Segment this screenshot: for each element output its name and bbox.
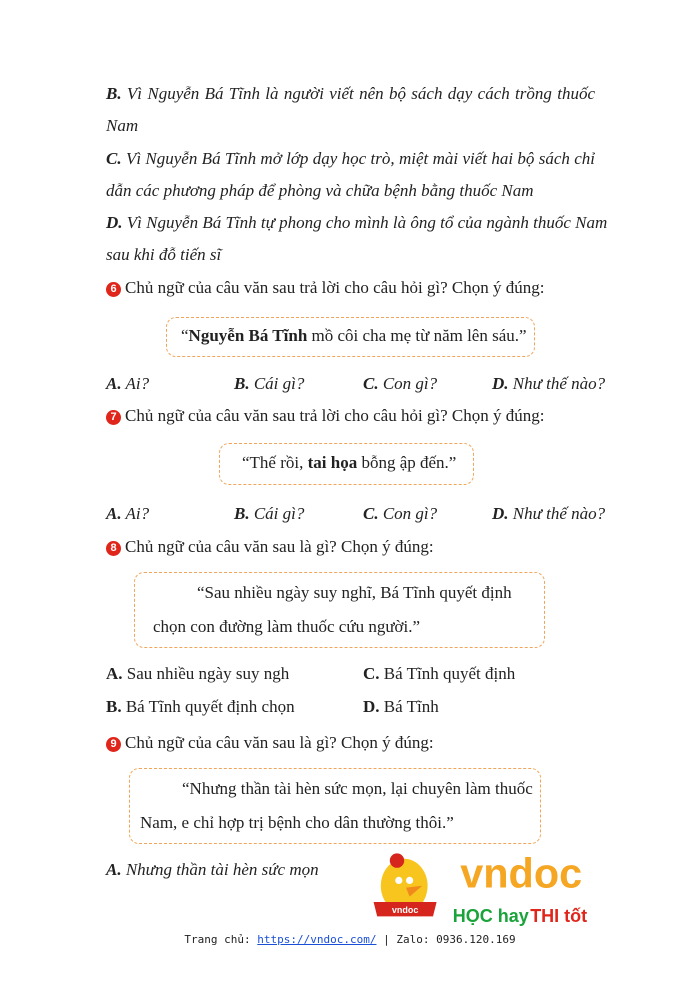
vndoc-watermark xyxy=(370,848,604,929)
svg-text:vndoc: vndoc xyxy=(391,904,419,915)
quote-text: bỗng ập đến.” xyxy=(357,453,457,472)
quote-text: mồ côi cha mẹ từ năm lên sáu.” xyxy=(307,326,527,345)
option-label: C. xyxy=(363,664,380,683)
option-text: Bá Tĩnh xyxy=(383,697,439,716)
option-text: Như thế nào? xyxy=(512,374,606,393)
number-badge: 7 xyxy=(106,410,121,425)
q9-quote-box xyxy=(129,768,541,844)
number-badge: 9 xyxy=(106,737,121,752)
q6-option-b[interactable] xyxy=(234,374,304,394)
q7-option-c[interactable] xyxy=(363,504,437,524)
q5-option-c xyxy=(106,149,595,169)
question-text: Chủ ngữ của câu văn sau trả lời cho câu hỏi gì? Chọn ý đúng: xyxy=(125,406,545,425)
q8-option-c[interactable] xyxy=(363,664,515,684)
q9-quote-line2: Nam, e chỉ hợp trị bệnh cho dân thường thôi.” xyxy=(140,813,454,832)
option-text: Bá Tĩnh quyết định chọn xyxy=(125,697,295,716)
quote-mark: “ xyxy=(181,326,189,345)
q6-option-c[interactable] xyxy=(363,374,437,394)
q5-option-d xyxy=(106,213,608,233)
number-badge: 6 xyxy=(106,282,121,297)
option-label: D. xyxy=(492,374,509,393)
option-text: Sau nhiều ngày suy ngh xyxy=(126,664,290,683)
option-label: C. xyxy=(363,374,379,393)
q7-question xyxy=(106,406,545,426)
q8-option-d[interactable] xyxy=(363,697,439,717)
quote-subject: tai họa xyxy=(307,453,358,472)
q7-option-a[interactable] xyxy=(106,504,149,524)
vndoc-logo-icon xyxy=(370,848,604,929)
option-text: Nhưng thần tài hèn sức mọn xyxy=(125,860,319,879)
option-label: D. xyxy=(363,697,380,716)
quote-text: “Thế rồi, xyxy=(242,453,308,472)
option-text: Cái gì? xyxy=(253,374,305,393)
option-label: A. xyxy=(106,374,122,393)
option-text: Vì Nguyễn Bá Tĩnh tự phong cho mình là ông tổ của ngành thuốc Nam xyxy=(126,213,608,232)
q5-option-b-cont: Nam xyxy=(106,116,139,135)
q8-quote-box xyxy=(134,572,545,648)
option-text: Bá Tĩnh quyết định xyxy=(383,664,516,683)
q9-quote-line1: “Nhưng thần tài hèn sức mọn, lại chuyên làm thuốc xyxy=(182,779,533,798)
question-text: Chủ ngữ của câu văn sau là gì? Chọn ý đúng: xyxy=(125,733,434,752)
svg-text:HỌC hay: HỌC hay xyxy=(452,905,529,926)
q9-question xyxy=(106,733,434,753)
q6-quote-box xyxy=(166,317,535,357)
q7-option-b[interactable] xyxy=(234,504,304,524)
option-text: Con gì? xyxy=(382,504,438,523)
q6-option-a[interactable] xyxy=(106,374,149,394)
number-badge: 8 xyxy=(106,541,121,556)
option-text: Ai? xyxy=(125,504,150,523)
option-label: C. xyxy=(363,504,379,523)
option-label: B. xyxy=(234,504,250,523)
quote-subject: Nguyễn Bá Tĩnh xyxy=(188,326,308,345)
option-text: Cái gì? xyxy=(253,504,305,523)
page-footer xyxy=(0,933,700,946)
option-label: B. xyxy=(234,374,250,393)
svg-text:vndoc: vndoc xyxy=(460,850,583,897)
q7-quote xyxy=(242,453,456,473)
option-text: Vì Nguyễn Bá Tĩnh mở lớp dạy học trò, miệt mài viết hai bộ sách chỉ xyxy=(125,149,596,168)
option-text: Như thế nào? xyxy=(512,504,606,523)
q6-option-d[interactable] xyxy=(492,374,605,394)
option-label: A. xyxy=(106,860,122,879)
q8-question xyxy=(106,537,434,557)
option-label: C. xyxy=(106,149,122,168)
q8-quote-line1: “Sau nhiều ngày suy nghĩ, Bá Tĩnh quyết định xyxy=(197,583,512,602)
q8-option-b[interactable] xyxy=(106,697,295,717)
option-text: Vì Nguyễn Bá Tĩnh là người viết nên bộ sách dạy cách trồng thuốc xyxy=(126,84,595,103)
q8-quote-line2: chọn con đường làm thuốc cứu người.” xyxy=(153,617,421,636)
homepage-link[interactable]: https://vndoc.com/ xyxy=(257,933,377,946)
footer-contact: | Zalo: 0936.120.169 xyxy=(376,933,516,946)
footer-prefix: Trang chủ: xyxy=(184,933,258,946)
q6-question xyxy=(106,278,545,298)
question-text: Chủ ngữ của câu văn sau là gì? Chọn ý đúng: xyxy=(125,537,434,556)
option-label: D. xyxy=(492,504,509,523)
option-label: D. xyxy=(106,213,123,232)
svg-text:THI tốt: THI tốt xyxy=(530,905,588,926)
q9-option-a[interactable] xyxy=(106,860,319,880)
q7-option-d[interactable] xyxy=(492,504,605,524)
q7-quote-box xyxy=(219,443,474,485)
option-text: Ai? xyxy=(125,374,150,393)
q6-quote xyxy=(181,326,527,346)
option-label: A. xyxy=(106,664,123,683)
option-label: A. xyxy=(106,504,122,523)
q8-option-a[interactable] xyxy=(106,664,289,684)
option-label: B. xyxy=(106,697,122,716)
option-label: B. xyxy=(106,84,122,103)
q5-option-b xyxy=(106,84,595,104)
q5-option-d-cont: sau khi đỗ tiến sĩ xyxy=(106,245,222,264)
q5-option-c-cont: dẫn các phương pháp để phòng và chữa bệnh bằng thuốc Nam xyxy=(106,181,534,200)
question-text: Chủ ngữ của câu văn sau trả lời cho câu hỏi gì? Chọn ý đúng: xyxy=(125,278,545,297)
option-text: Con gì? xyxy=(382,374,438,393)
